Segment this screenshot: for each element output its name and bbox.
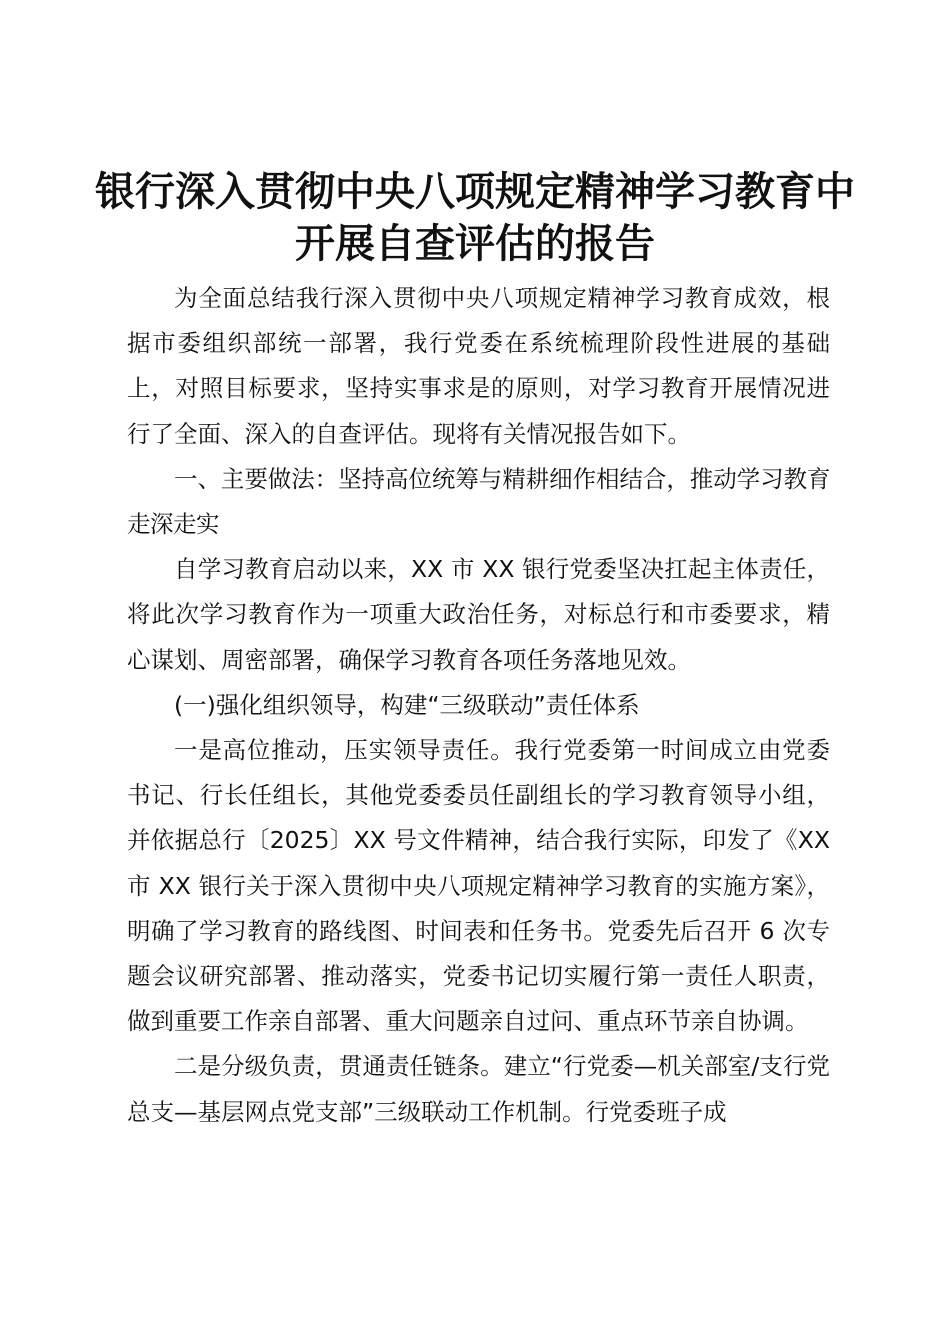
subsection-heading-organization: (一)强化组织领导，构建“三级联动”责任体系 (174, 690, 640, 719)
paragraph-overview: 自学习教育启动以来，XX 市 XX 银行党委坚决扛起主体责任，将此次学习教育作为一项重大政治任务，对标总行和市委要求，精心谋划、周密部署，确保学习教育各项任务落地见效。 (127, 555, 830, 674)
paragraph-point-one: 一是高位推动，压实领导责任。我行党委第一时间成立由党委书记、行长任组长，其他党委委员任副组长的学习教育领导小组，并依据总行〔2025〕XX 号文件精神，结合我行实际，印发了《XX 市 XX 银行关于深入贯彻中央八项规定精神学习教育的实施方案》，明确了学习教育的路线图、时间表和任务书。党委先后召开 6 次专题会议研究部署、推动落实，党委书记切实履行第一责任人职责，做到重要工作亲自部署、重大问题亲自过问、重点环节亲自协调。 (127, 736, 830, 1036)
document-title: 银行深入贯彻中央八项规定精神学习教育中开展自查评估的报告 (95, 169, 855, 267)
document-body (127, 276, 830, 1135)
section-heading-main-practices: 一、主要做法：坚持高位统筹与精耕细作相结合，推动学习教育走深走实 (127, 464, 830, 539)
paragraph-intro: 为全面总结我行深入贯彻中央八项规定精神学习教育成效，根据市委组织部统一部署，我行党委在系统梳理阶段性进展的基础上，对照目标要求，坚持实事求是的原则，对学习教育开展情况进行了全面、深入的自查评估。现将有关情况报告如下。 (127, 284, 830, 448)
paragraph-point-two: 二是分级负责，贯通责任链条。建立“行党委—机关部室/支行党总支—基层网点党支部”三级联动工作机制。行党委班子成 (127, 1052, 830, 1126)
